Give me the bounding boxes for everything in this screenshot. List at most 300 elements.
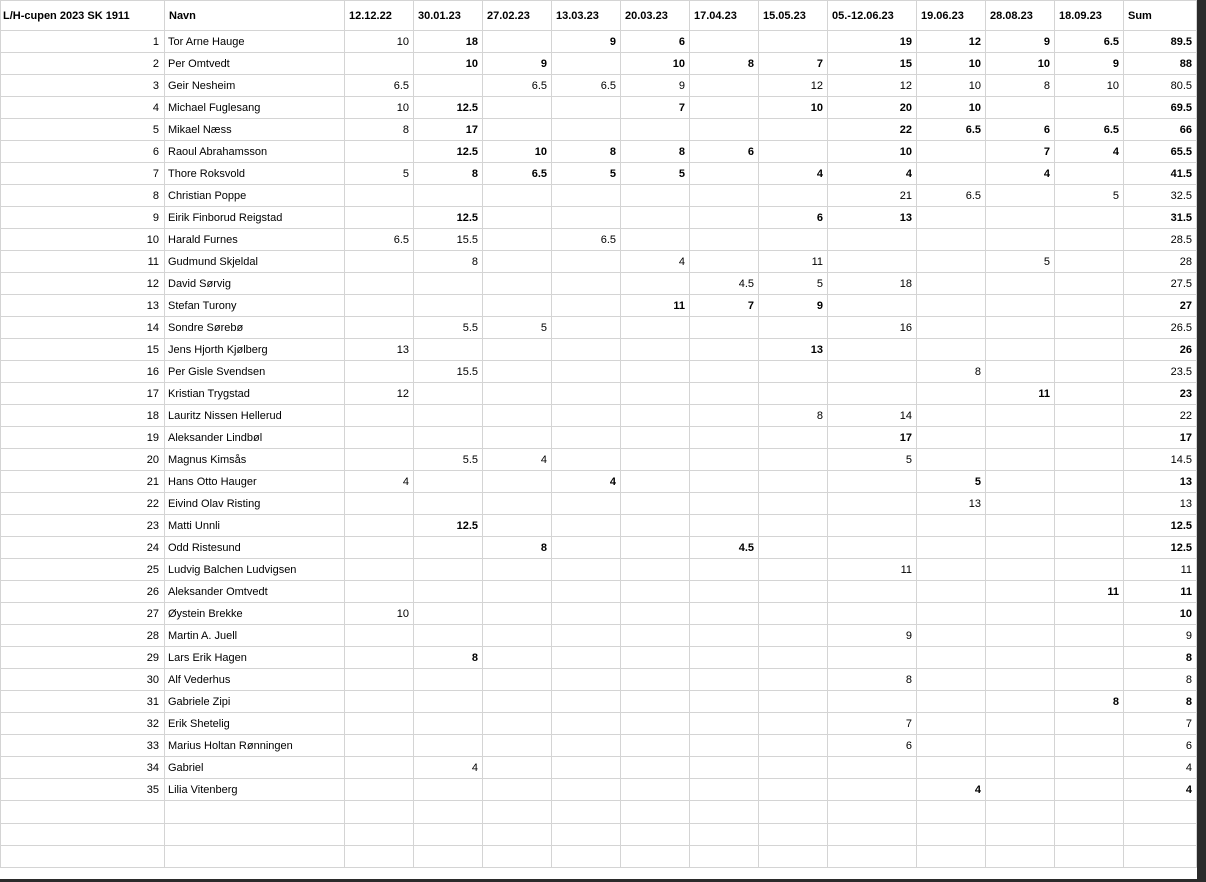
score-cell[interactable]: 9: [828, 625, 917, 647]
sum-cell[interactable]: 13: [1124, 471, 1197, 493]
score-cell[interactable]: [917, 669, 986, 691]
rank-cell[interactable]: 27: [1, 603, 165, 625]
rank-cell[interactable]: 25: [1, 559, 165, 581]
score-cell[interactable]: [621, 625, 690, 647]
sum-cell[interactable]: 11: [1124, 581, 1197, 603]
player-name-cell[interactable]: Jens Hjorth Kjølberg: [165, 339, 345, 361]
score-cell[interactable]: 18: [414, 31, 483, 53]
empty-cell[interactable]: [759, 824, 828, 846]
score-cell[interactable]: [621, 471, 690, 493]
score-cell[interactable]: [621, 691, 690, 713]
score-cell[interactable]: 13: [345, 339, 414, 361]
sum-cell[interactable]: 80.5: [1124, 75, 1197, 97]
score-cell[interactable]: 8: [414, 163, 483, 185]
score-cell[interactable]: [917, 317, 986, 339]
score-cell[interactable]: [552, 779, 621, 801]
score-cell[interactable]: [828, 581, 917, 603]
empty-cell[interactable]: [1055, 801, 1124, 824]
score-cell[interactable]: 13: [828, 207, 917, 229]
score-cell[interactable]: 4: [828, 163, 917, 185]
score-cell[interactable]: [690, 625, 759, 647]
score-cell[interactable]: [1055, 603, 1124, 625]
empty-cell[interactable]: [1, 824, 165, 846]
score-cell[interactable]: [1055, 383, 1124, 405]
score-cell[interactable]: [552, 669, 621, 691]
score-cell[interactable]: [1055, 163, 1124, 185]
rank-cell[interactable]: 8: [1, 185, 165, 207]
score-cell[interactable]: [552, 361, 621, 383]
score-cell[interactable]: 10: [1055, 75, 1124, 97]
player-name-cell[interactable]: David Sørvig: [165, 273, 345, 295]
empty-cell[interactable]: [414, 801, 483, 824]
score-cell[interactable]: 8: [483, 537, 552, 559]
player-name-cell[interactable]: Kristian Trygstad: [165, 383, 345, 405]
date-header-cell[interactable]: 12.12.22: [345, 1, 414, 31]
score-cell[interactable]: [621, 273, 690, 295]
sum-cell[interactable]: 7: [1124, 713, 1197, 735]
score-cell[interactable]: [690, 427, 759, 449]
sum-cell[interactable]: 27: [1124, 295, 1197, 317]
empty-cell[interactable]: [1124, 801, 1197, 824]
player-name-cell[interactable]: Matti Unnli: [165, 515, 345, 537]
sum-cell[interactable]: 65.5: [1124, 141, 1197, 163]
date-header-cell[interactable]: 05.-12.06.23: [828, 1, 917, 31]
score-cell[interactable]: [414, 405, 483, 427]
score-cell[interactable]: [621, 361, 690, 383]
score-cell[interactable]: 6.5: [1055, 31, 1124, 53]
score-cell[interactable]: [690, 317, 759, 339]
score-cell[interactable]: 10: [828, 141, 917, 163]
score-cell[interactable]: [345, 669, 414, 691]
score-cell[interactable]: [483, 493, 552, 515]
score-cell[interactable]: [986, 229, 1055, 251]
sum-cell[interactable]: 11: [1124, 559, 1197, 581]
score-cell[interactable]: [345, 537, 414, 559]
score-cell[interactable]: 8: [552, 141, 621, 163]
score-cell[interactable]: [1055, 757, 1124, 779]
score-cell[interactable]: [690, 691, 759, 713]
score-cell[interactable]: [759, 669, 828, 691]
score-cell[interactable]: [690, 119, 759, 141]
score-cell[interactable]: [759, 493, 828, 515]
player-name-cell[interactable]: Mikael Næss: [165, 119, 345, 141]
score-cell[interactable]: [552, 625, 621, 647]
score-cell[interactable]: [986, 735, 1055, 757]
score-cell[interactable]: [690, 449, 759, 471]
score-cell[interactable]: [483, 735, 552, 757]
score-cell[interactable]: [1055, 339, 1124, 361]
sum-cell[interactable]: 8: [1124, 691, 1197, 713]
score-cell[interactable]: 8: [759, 405, 828, 427]
score-cell[interactable]: [414, 625, 483, 647]
rank-cell[interactable]: 33: [1, 735, 165, 757]
rank-cell[interactable]: 19: [1, 427, 165, 449]
score-cell[interactable]: 11: [1055, 581, 1124, 603]
player-name-cell[interactable]: Erik Shetelig: [165, 713, 345, 735]
score-cell[interactable]: [414, 537, 483, 559]
score-cell[interactable]: [690, 75, 759, 97]
score-cell[interactable]: 7: [828, 713, 917, 735]
score-cell[interactable]: [1055, 405, 1124, 427]
date-header-cell[interactable]: 30.01.23: [414, 1, 483, 31]
score-cell[interactable]: 6: [690, 141, 759, 163]
score-cell[interactable]: [917, 229, 986, 251]
score-cell[interactable]: 6.5: [345, 229, 414, 251]
date-header-cell[interactable]: 13.03.23: [552, 1, 621, 31]
empty-cell[interactable]: [759, 846, 828, 868]
empty-cell[interactable]: [165, 801, 345, 824]
score-cell[interactable]: [690, 207, 759, 229]
score-cell[interactable]: [552, 119, 621, 141]
sum-cell[interactable]: 4: [1124, 757, 1197, 779]
score-cell[interactable]: [345, 207, 414, 229]
empty-cell[interactable]: [165, 824, 345, 846]
score-cell[interactable]: 4.5: [690, 273, 759, 295]
score-cell[interactable]: 4: [917, 779, 986, 801]
score-cell[interactable]: 6: [621, 31, 690, 53]
empty-cell[interactable]: [483, 846, 552, 868]
player-name-cell[interactable]: Lilia Vitenberg: [165, 779, 345, 801]
empty-cell[interactable]: [345, 824, 414, 846]
sum-cell[interactable]: 12.5: [1124, 537, 1197, 559]
score-cell[interactable]: 17: [414, 119, 483, 141]
score-cell[interactable]: [345, 581, 414, 603]
player-name-cell[interactable]: Michael Fuglesang: [165, 97, 345, 119]
score-cell[interactable]: 21: [828, 185, 917, 207]
player-name-cell[interactable]: Per Gisle Svendsen: [165, 361, 345, 383]
score-cell[interactable]: 11: [828, 559, 917, 581]
score-cell[interactable]: [690, 471, 759, 493]
score-cell[interactable]: [828, 647, 917, 669]
score-cell[interactable]: 12.5: [414, 97, 483, 119]
rank-cell[interactable]: 16: [1, 361, 165, 383]
score-cell[interactable]: [1055, 361, 1124, 383]
score-cell[interactable]: [345, 361, 414, 383]
player-name-cell[interactable]: Aleksander Omtvedt: [165, 581, 345, 603]
empty-cell[interactable]: [986, 846, 1055, 868]
score-cell[interactable]: [986, 317, 1055, 339]
score-cell[interactable]: [414, 339, 483, 361]
score-cell[interactable]: [414, 603, 483, 625]
score-cell[interactable]: [483, 713, 552, 735]
score-cell[interactable]: [986, 97, 1055, 119]
score-cell[interactable]: [414, 493, 483, 515]
rank-cell[interactable]: 21: [1, 471, 165, 493]
score-cell[interactable]: 5.5: [414, 317, 483, 339]
score-cell[interactable]: [759, 713, 828, 735]
score-cell[interactable]: [828, 251, 917, 273]
player-name-cell[interactable]: Raoul Abrahamsson: [165, 141, 345, 163]
score-cell[interactable]: [690, 251, 759, 273]
score-cell[interactable]: [690, 779, 759, 801]
score-cell[interactable]: [917, 713, 986, 735]
empty-cell[interactable]: [917, 846, 986, 868]
sum-cell[interactable]: 14.5: [1124, 449, 1197, 471]
score-cell[interactable]: [828, 515, 917, 537]
score-cell[interactable]: 6.5: [483, 163, 552, 185]
score-cell[interactable]: [986, 427, 1055, 449]
sum-cell[interactable]: 22: [1124, 405, 1197, 427]
score-cell[interactable]: [690, 405, 759, 427]
score-cell[interactable]: [345, 493, 414, 515]
player-name-cell[interactable]: Eirik Finborud Reigstad: [165, 207, 345, 229]
player-name-cell[interactable]: Per Omtvedt: [165, 53, 345, 75]
score-cell[interactable]: [759, 361, 828, 383]
score-cell[interactable]: [759, 229, 828, 251]
score-cell[interactable]: [552, 449, 621, 471]
score-cell[interactable]: [828, 603, 917, 625]
player-name-cell[interactable]: Marius Holtan Rønningen: [165, 735, 345, 757]
score-cell[interactable]: 4: [759, 163, 828, 185]
score-cell[interactable]: [414, 427, 483, 449]
empty-cell[interactable]: [483, 801, 552, 824]
score-cell[interactable]: [759, 757, 828, 779]
score-cell[interactable]: [690, 713, 759, 735]
score-cell[interactable]: [345, 273, 414, 295]
score-cell[interactable]: [621, 581, 690, 603]
sum-cell[interactable]: 23: [1124, 383, 1197, 405]
score-cell[interactable]: [828, 779, 917, 801]
score-cell[interactable]: [483, 31, 552, 53]
score-cell[interactable]: 11: [621, 295, 690, 317]
score-cell[interactable]: [690, 163, 759, 185]
date-header-cell[interactable]: 28.08.23: [986, 1, 1055, 31]
empty-cell[interactable]: [986, 801, 1055, 824]
score-cell[interactable]: [414, 383, 483, 405]
score-cell[interactable]: 11: [986, 383, 1055, 405]
score-cell[interactable]: 6.5: [552, 75, 621, 97]
score-cell[interactable]: [986, 537, 1055, 559]
rank-cell[interactable]: 15: [1, 339, 165, 361]
empty-cell[interactable]: [1124, 824, 1197, 846]
score-cell[interactable]: [552, 713, 621, 735]
rank-cell[interactable]: 1: [1, 31, 165, 53]
score-cell[interactable]: 5: [552, 163, 621, 185]
score-cell[interactable]: 4: [552, 471, 621, 493]
score-cell[interactable]: [1055, 537, 1124, 559]
empty-cell[interactable]: [690, 801, 759, 824]
score-cell[interactable]: [759, 537, 828, 559]
score-cell[interactable]: [552, 53, 621, 75]
score-cell[interactable]: [621, 427, 690, 449]
score-cell[interactable]: 15.5: [414, 361, 483, 383]
score-cell[interactable]: [1055, 713, 1124, 735]
score-cell[interactable]: [552, 185, 621, 207]
score-cell[interactable]: 9: [1055, 53, 1124, 75]
score-cell[interactable]: [483, 119, 552, 141]
score-cell[interactable]: [621, 119, 690, 141]
score-cell[interactable]: [483, 779, 552, 801]
score-cell[interactable]: [759, 449, 828, 471]
score-cell[interactable]: [621, 339, 690, 361]
score-cell[interactable]: [552, 757, 621, 779]
score-cell[interactable]: [414, 559, 483, 581]
score-cell[interactable]: 9: [986, 31, 1055, 53]
score-cell[interactable]: [917, 427, 986, 449]
date-header-cell[interactable]: 15.05.23: [759, 1, 828, 31]
score-cell[interactable]: [1055, 559, 1124, 581]
score-cell[interactable]: [690, 515, 759, 537]
rank-cell[interactable]: 2: [1, 53, 165, 75]
score-cell[interactable]: 10: [345, 31, 414, 53]
score-cell[interactable]: [621, 449, 690, 471]
rank-cell[interactable]: 9: [1, 207, 165, 229]
rank-cell[interactable]: 35: [1, 779, 165, 801]
player-name-cell[interactable]: Alf Vederhus: [165, 669, 345, 691]
empty-cell[interactable]: [1, 801, 165, 824]
player-name-cell[interactable]: Gabriele Zipi: [165, 691, 345, 713]
score-cell[interactable]: [621, 185, 690, 207]
score-cell[interactable]: 10: [917, 97, 986, 119]
score-cell[interactable]: [483, 757, 552, 779]
score-cell[interactable]: [552, 515, 621, 537]
score-cell[interactable]: [345, 691, 414, 713]
score-cell[interactable]: 20: [828, 97, 917, 119]
score-cell[interactable]: 5: [483, 317, 552, 339]
score-cell[interactable]: 6.5: [552, 229, 621, 251]
score-cell[interactable]: [621, 493, 690, 515]
score-cell[interactable]: [917, 339, 986, 361]
score-cell[interactable]: [552, 493, 621, 515]
score-cell[interactable]: [345, 251, 414, 273]
score-cell[interactable]: [552, 427, 621, 449]
score-cell[interactable]: 8: [690, 53, 759, 75]
score-cell[interactable]: 6.5: [483, 75, 552, 97]
score-cell[interactable]: 5: [917, 471, 986, 493]
score-cell[interactable]: 4: [414, 757, 483, 779]
score-cell[interactable]: [986, 779, 1055, 801]
score-cell[interactable]: [690, 31, 759, 53]
score-cell[interactable]: [552, 537, 621, 559]
score-cell[interactable]: [414, 295, 483, 317]
player-name-cell[interactable]: Lars Erik Hagen: [165, 647, 345, 669]
score-cell[interactable]: [345, 559, 414, 581]
score-cell[interactable]: 7: [986, 141, 1055, 163]
score-cell[interactable]: [483, 273, 552, 295]
score-cell[interactable]: 9: [552, 31, 621, 53]
score-cell[interactable]: [483, 339, 552, 361]
player-name-cell[interactable]: Øystein Brekke: [165, 603, 345, 625]
score-cell[interactable]: 5: [828, 449, 917, 471]
score-cell[interactable]: 5: [621, 163, 690, 185]
score-cell[interactable]: 14: [828, 405, 917, 427]
score-cell[interactable]: [621, 669, 690, 691]
score-cell[interactable]: [1055, 779, 1124, 801]
score-cell[interactable]: [759, 691, 828, 713]
score-cell[interactable]: [1055, 625, 1124, 647]
rank-cell[interactable]: 18: [1, 405, 165, 427]
score-cell[interactable]: [986, 625, 1055, 647]
score-cell[interactable]: [828, 493, 917, 515]
score-cell[interactable]: 5: [1055, 185, 1124, 207]
player-name-cell[interactable]: Thore Roksvold: [165, 163, 345, 185]
date-header-cell[interactable]: 18.09.23: [1055, 1, 1124, 31]
score-cell[interactable]: [414, 669, 483, 691]
empty-cell[interactable]: [345, 801, 414, 824]
score-cell[interactable]: [1055, 449, 1124, 471]
score-cell[interactable]: 10: [621, 53, 690, 75]
sum-cell[interactable]: 12.5: [1124, 515, 1197, 537]
sum-cell[interactable]: 31.5: [1124, 207, 1197, 229]
player-name-cell[interactable]: Stefan Turony: [165, 295, 345, 317]
score-cell[interactable]: [917, 273, 986, 295]
score-cell[interactable]: 4: [483, 449, 552, 471]
empty-cell[interactable]: [1055, 824, 1124, 846]
score-cell[interactable]: [690, 339, 759, 361]
sum-cell[interactable]: 89.5: [1124, 31, 1197, 53]
score-cell[interactable]: [414, 691, 483, 713]
score-cell[interactable]: [1055, 251, 1124, 273]
score-cell[interactable]: [414, 713, 483, 735]
score-cell[interactable]: 6: [986, 119, 1055, 141]
score-cell[interactable]: [345, 515, 414, 537]
score-cell[interactable]: [345, 53, 414, 75]
score-cell[interactable]: 4.5: [690, 537, 759, 559]
score-cell[interactable]: [414, 273, 483, 295]
player-name-cell[interactable]: Aleksander Lindbøl: [165, 427, 345, 449]
sum-cell[interactable]: 32.5: [1124, 185, 1197, 207]
score-cell[interactable]: [621, 647, 690, 669]
score-cell[interactable]: [986, 185, 1055, 207]
rank-cell[interactable]: 28: [1, 625, 165, 647]
score-cell[interactable]: 17: [828, 427, 917, 449]
score-cell[interactable]: [483, 669, 552, 691]
score-cell[interactable]: [345, 625, 414, 647]
score-cell[interactable]: [1055, 647, 1124, 669]
score-cell[interactable]: [986, 757, 1055, 779]
score-cell[interactable]: [690, 647, 759, 669]
score-cell[interactable]: [621, 537, 690, 559]
score-cell[interactable]: [1055, 229, 1124, 251]
score-cell[interactable]: [345, 757, 414, 779]
rank-cell[interactable]: 31: [1, 691, 165, 713]
empty-cell[interactable]: [345, 846, 414, 868]
score-cell[interactable]: [828, 383, 917, 405]
empty-cell[interactable]: [621, 801, 690, 824]
score-cell[interactable]: [759, 779, 828, 801]
sum-cell[interactable]: 23.5: [1124, 361, 1197, 383]
score-cell[interactable]: [759, 383, 828, 405]
score-cell[interactable]: [917, 383, 986, 405]
score-cell[interactable]: [621, 713, 690, 735]
sum-header-cell[interactable]: Sum: [1124, 1, 1197, 31]
score-cell[interactable]: [759, 427, 828, 449]
score-cell[interactable]: [483, 471, 552, 493]
score-cell[interactable]: [552, 207, 621, 229]
score-cell[interactable]: [828, 757, 917, 779]
score-cell[interactable]: [414, 471, 483, 493]
score-cell[interactable]: [1055, 97, 1124, 119]
score-cell[interactable]: [917, 691, 986, 713]
empty-cell[interactable]: [917, 824, 986, 846]
score-cell[interactable]: 8: [986, 75, 1055, 97]
score-cell[interactable]: [690, 383, 759, 405]
sum-cell[interactable]: 9: [1124, 625, 1197, 647]
score-cell[interactable]: 12: [828, 75, 917, 97]
score-cell[interactable]: 7: [759, 53, 828, 75]
score-cell[interactable]: [483, 559, 552, 581]
rank-cell[interactable]: 11: [1, 251, 165, 273]
score-cell[interactable]: [483, 647, 552, 669]
score-cell[interactable]: 10: [917, 75, 986, 97]
score-cell[interactable]: [759, 317, 828, 339]
score-cell[interactable]: 15: [828, 53, 917, 75]
score-cell[interactable]: 5.5: [414, 449, 483, 471]
score-cell[interactable]: 10: [986, 53, 1055, 75]
score-cell[interactable]: [483, 383, 552, 405]
score-cell[interactable]: [917, 537, 986, 559]
score-cell[interactable]: 12.5: [414, 141, 483, 163]
